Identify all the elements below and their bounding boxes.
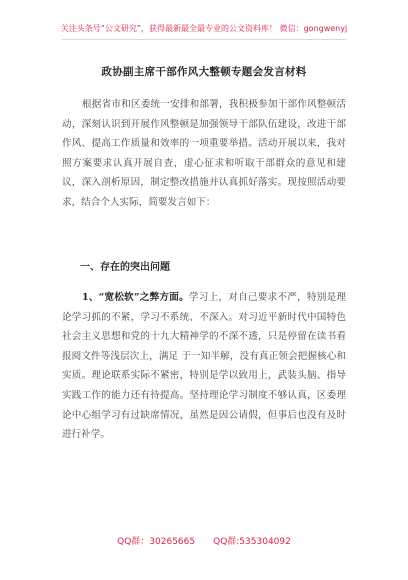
header-banner: 关注头条号“公文研究”，获得最新最全最专业的公文资料库！ 微信：gongwenyj [60,24,348,33]
document-title: 政协副主席干部作风大整顿专题会发言材料 [101,66,307,78]
header-divider [62,39,346,40]
section-heading: 一、存在的突出问题 [80,262,170,273]
point-lead: 1、“宽松软”之弊方面。 [82,292,189,303]
point-paragraph [62,288,346,445]
intro-paragraph: 根据省市和区委统一安排和部署，我积极参加干部作风整顿活动，深刻认识到开展作风整顿是加强领导干部队伍建设，改进干部作风、提高工作质量和效率的一项重要举措。活动开展以来，我对照方案要求认真开展自查，虚心征求和听取干部群众的意见和建议，深入剖析原因，制定整改措施并认真抓好落实。现按照活动要求，结合个人实际，简要发言如下： [62,99,346,208]
footer-contact [0,534,408,547]
point-body: 学习上，对自己要求不严，特别是理论学习抓的不紧，学习不系统、不深入。对习近平新时代中国特色社会主义思想和党的十九大精神学的不深不透，只是停留在读书看报阅文件等浅层次上，满足 于一知半解，没有真正领会把握核心和实质。理论联系实际不紧密，特别是学以致用上，武装头脑、指导实践工作的能力还有待提高。坚持理论学习制度不够认真，区委理论中心组学习有过缺席情况，虽然是因公请假，但事后也没有及时进行补学。 [62,292,346,441]
footer-qq-group-2: QQ群:535304092 [213,537,291,547]
footer-qq-group-1: QQ群：30265665 [117,537,196,547]
